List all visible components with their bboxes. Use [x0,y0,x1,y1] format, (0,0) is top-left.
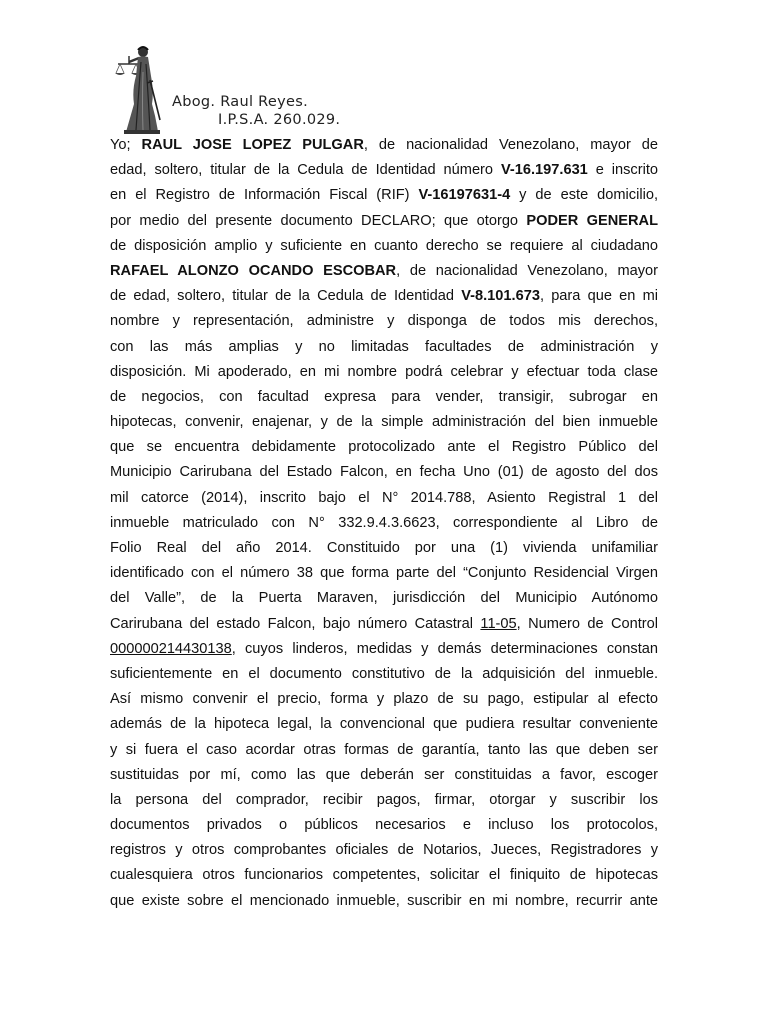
text-line [110,511,658,536]
text-line [110,435,658,460]
text-segment: con las más amplias y no limitadas facultades de administración y [110,338,658,355]
text-segment: de disposición amplio y suficiente en cuanto derecho se requiere al ciudadano [110,237,658,254]
text-line [110,712,658,737]
bold-text: V-8.101.673 [461,288,540,305]
text-segment: e inscrito [587,162,658,179]
text-line [110,234,658,259]
text-line [110,662,658,687]
text-line [110,284,658,309]
text-segment: cualesquiera otros funcionarios competentes, solicitar el finiquito de hipotecas [110,867,658,884]
bold-text: V-16197631-4 [418,187,511,204]
text-segment: por medio del presente documento DECLARO; que otorgo [110,212,527,229]
text-line [110,586,658,611]
text-line [110,385,658,410]
text-segment: suficientemente en el documento constitutivo de la adquisición del inmueble. [110,665,658,682]
text-line [110,309,658,334]
text-line [110,561,658,586]
text-segment: la persona del comprador, recibir pagos, firmar, otorgar y suscribir los [110,791,658,808]
text-segment: Así mismo convenir el precio, forma y plazo de su pago, estipular al efecto [110,691,658,708]
bold-text: RAFAEL ALONZO OCANDO ESCOBAR [110,262,397,279]
text-segment: edad, soltero, titular de la Cedula de Identidad número [110,162,501,179]
underlined-text: 000000214430138 [110,640,232,657]
text-segment: documentos privados o públicos necesarios e incluso los protocolos, [110,817,658,834]
text-line [110,763,658,788]
text-line [110,687,658,712]
text-segment: de edad, soltero, titular de la Cedula de Identidad [110,288,462,305]
text-line [110,486,658,511]
text-segment: registros y otros comprobantes oficiales de Notarios, Jueces, Registradores y [110,842,658,859]
text-line [110,612,658,637]
text-segment: mil catorce (2014), inscrito bajo el N° 2014.788, Asiento Registral 1 del [110,489,658,506]
text-segment: , para que en mi [539,288,658,305]
text-segment: además de la hipoteca legal, la convencional que pudiera resultar conveniente [110,716,658,733]
text-line [110,133,658,158]
lawyer-name: Abog. Raul Reyes. [172,94,308,110]
text-line [110,183,658,208]
text-segment: del Valle”, de la Puerta Maraven, jurisdicción del Municipio Autónomo [110,590,658,607]
text-segment: que se encuentra debidamente protocolizado ante el Registro Público del [110,439,658,456]
text-segment: , cuyos linderos, medidas y demás determinaciones constan [231,640,658,657]
power-of-attorney-text [110,133,658,914]
text-line [110,738,658,763]
underlined-text: 11-05 [480,615,517,632]
bold-text: V-16.197.631 [500,162,588,179]
bold-text: RAUL JOSE LOPEZ PULGAR [141,137,364,153]
text-segment: nombre y representación, administre y disponga de todos mis derechos, [110,313,658,330]
text-line [110,788,658,813]
text-segment: y si fuera el caso acordar otras formas de garantía, tanto las que deben ser [110,741,658,758]
text-segment: disposición. Mi apoderado, en mi nombre podrá celebrar y efectuar toda clase [110,363,658,380]
text-line [110,863,658,888]
text-segment: , Numero de Control [516,615,658,632]
text-segment: , de nacionalidad Venezolano, mayor [396,262,658,279]
text-line [110,838,658,863]
letterhead [108,42,468,136]
text-segment: Municipio Carirubana del Estado Falcon, en fecha Uno (01) de agosto del dos [110,464,658,481]
ipsa-registration: I.P.S.A. 260.029. [218,112,341,128]
text-segment: de negocios, con facultad expresa para vender, transigir, subrogar en [110,388,658,405]
lady-justice-logo [112,42,168,134]
text-segment: hipotecas, convenir, enajenar, y de la simple administración del bien inmueble [110,414,658,431]
text-line [110,335,658,360]
text-segment: inmueble matriculado con N° 332.9.4.3.6623, correspondiente al Libro de [110,514,658,531]
text-segment: y de este domicilio, [510,187,658,204]
text-line [110,209,658,234]
text-line [110,637,658,662]
text-line [110,889,658,914]
text-segment: , de nacionalidad Venezolano, mayor de [363,137,659,153]
text-line [110,813,658,838]
bold-text: PODER GENERAL [526,212,658,229]
text-line [110,460,658,485]
text-line [110,536,658,561]
text-segment: Carirubana del estado Falcon, bajo número Catastral [110,615,481,632]
text-segment: Yo; [110,137,142,153]
text-line [110,259,658,284]
text-line [110,410,658,435]
text-line [110,158,658,183]
text-segment: Folio Real del año 2014. Constituido por una (1) vivienda unifamiliar [110,540,658,556]
text-segment: que existe sobre el mencionado inmueble, suscribir en mi nombre, recurrir ante [110,892,658,909]
text-segment: sustituidas por mí, como las que deberán ser constituidas a favor, escoger [110,766,658,783]
text-segment: identificado con el número 38 que forma parte del “Conjunto Residencial Virgen [110,565,658,582]
text-segment: en el Registro de Información Fiscal (RIF) [110,187,419,204]
text-line [110,360,658,385]
